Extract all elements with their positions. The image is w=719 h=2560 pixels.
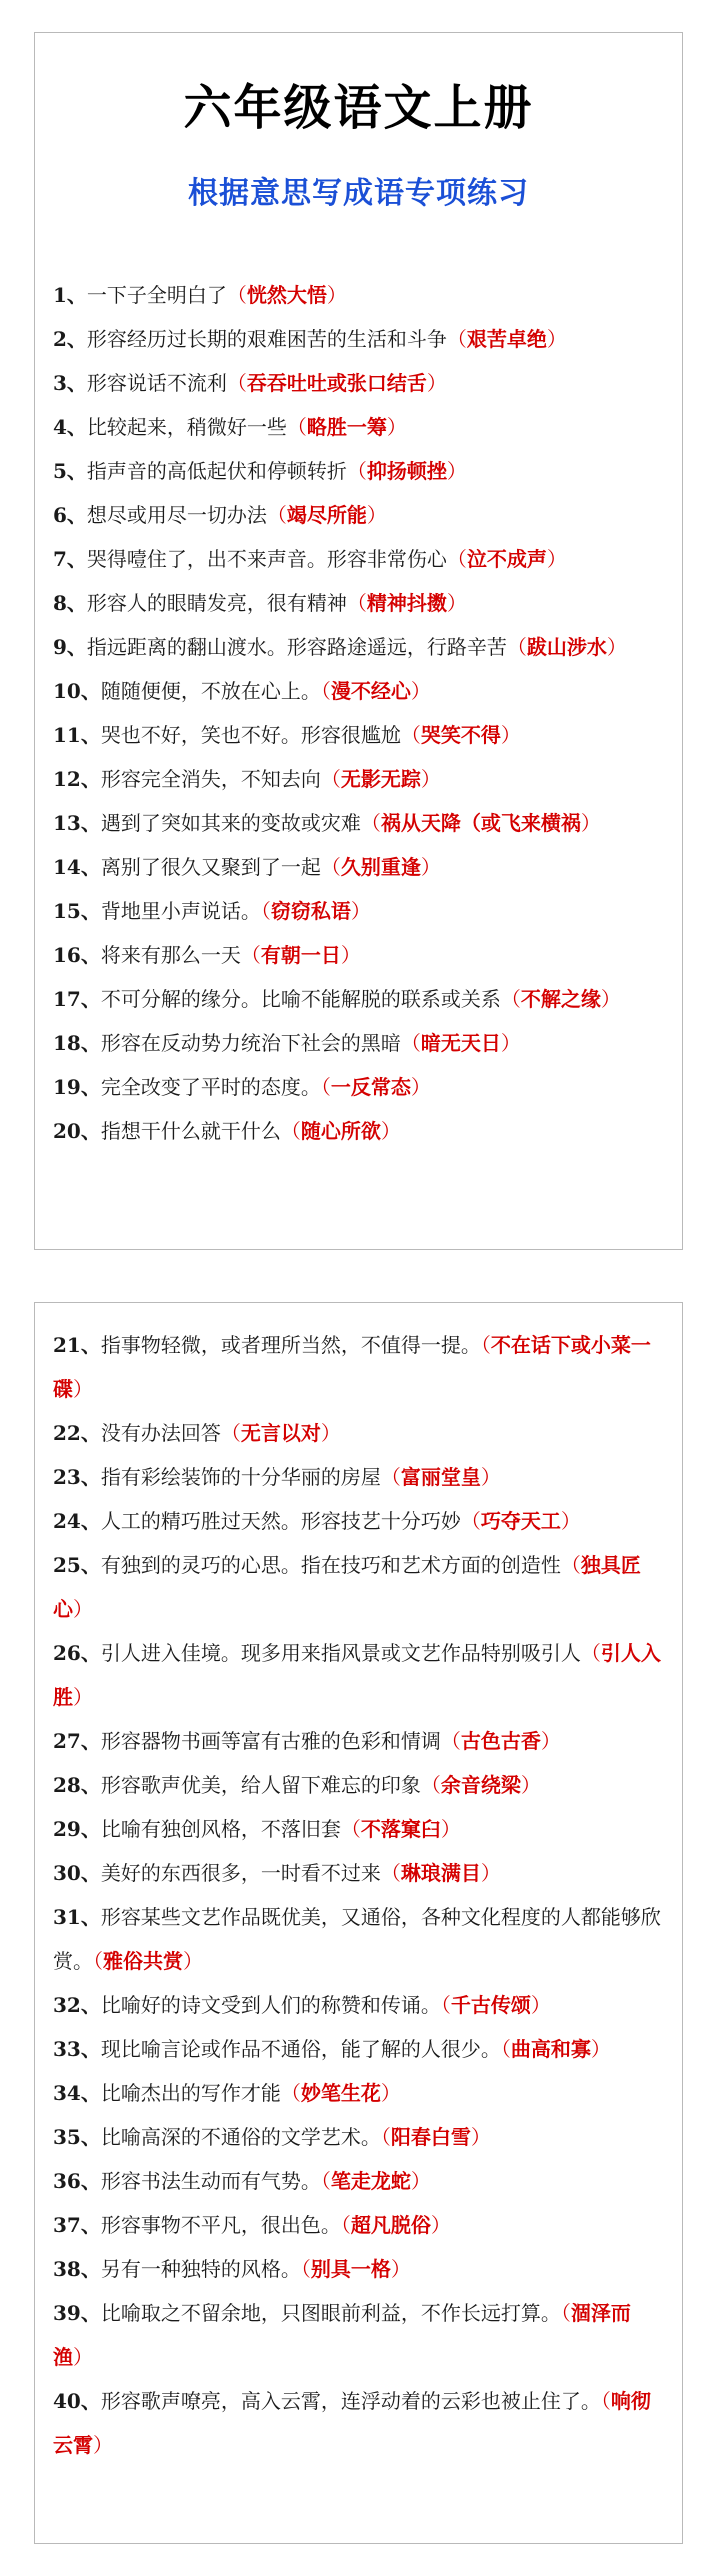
question-text: 形容在反动势力统治下社会的黑暗: [100, 1031, 401, 1055]
question-number: 40、: [53, 2389, 101, 2413]
close-paren: ）: [410, 2169, 431, 2193]
open-paren: （: [580, 1641, 601, 1665]
question-text: 人工的精巧胜过天然。形容技艺十分巧妙: [100, 1509, 461, 1533]
open-paren: （: [506, 635, 527, 659]
close-paren: ）: [600, 987, 621, 1011]
question-item: [53, 1021, 670, 1065]
close-paren: ）: [340, 943, 361, 967]
question-number: 36、: [53, 2169, 101, 2193]
question-text: 另有一种独特的风格。: [100, 2257, 301, 2281]
question-item: [53, 2379, 670, 2467]
open-paren: （: [360, 811, 381, 835]
question-text: 形容某些文艺作品既优美，又通俗，各种文化程度的人都能够欣赏。: [53, 1905, 661, 1973]
close-paren: ）: [366, 503, 387, 527]
question-list-2: [53, 1323, 670, 2467]
open-paren: （: [240, 943, 261, 967]
close-paren: ）: [446, 459, 467, 483]
question-number: 7、: [53, 547, 87, 571]
idiom-answer: 阳春白雪: [390, 2125, 471, 2149]
idiom-answer: 引人入胜: [53, 1641, 661, 1709]
question-item: [53, 1543, 670, 1631]
close-paren: ）: [380, 1119, 401, 1143]
close-paren: ）: [380, 2081, 401, 2105]
question-text: 将来有那么一天: [100, 943, 241, 967]
question-item: [53, 581, 670, 625]
question-text: 美好的东西很多，一时看不过来: [100, 1861, 381, 1885]
open-paren: （: [300, 2257, 311, 2281]
question-number: 13、: [53, 811, 101, 835]
open-paren: （: [500, 987, 521, 1011]
question-text: 完全改变了平时的态度。: [100, 1075, 321, 1099]
question-number: 3、: [53, 371, 87, 395]
idiom-answer: 不落窠臼: [360, 1817, 441, 1841]
question-item: [53, 757, 670, 801]
idiom-answer: 笔走龙蛇: [330, 2169, 411, 2193]
question-number: 39、: [53, 2301, 101, 2325]
question-item: [53, 977, 670, 1021]
question-number: 1、: [53, 283, 87, 307]
question-item: [53, 493, 670, 537]
open-paren: （: [440, 1993, 451, 2017]
idiom-answer: 略胜一筹: [306, 415, 387, 439]
open-paren: （: [460, 1509, 481, 1533]
question-text: 现比喻言论或作品不通俗，能了解的人很少。: [100, 2037, 501, 2061]
idiom-answer: 雅俗共赏: [103, 1949, 183, 1973]
close-paren: ）: [480, 1465, 501, 1489]
close-paren: ）: [386, 415, 407, 439]
idiom-answer: 古色古香: [460, 1729, 541, 1753]
question-text: 比喻有独创风格，不落旧套: [100, 1817, 341, 1841]
close-paren: ）: [73, 2345, 93, 2369]
question-text: 指有彩绘装饰的十分华丽的房屋: [100, 1465, 381, 1489]
open-paren: （: [380, 2125, 391, 2149]
question-number: 22、: [53, 1421, 101, 1445]
question-text: 没有办法回答: [100, 1421, 221, 1445]
open-paren: （: [280, 1119, 301, 1143]
question-item: [53, 449, 670, 493]
close-paren: ）: [446, 591, 467, 615]
question-number: 15、: [53, 899, 101, 923]
open-paren: （: [266, 503, 287, 527]
close-paren: ）: [390, 2257, 411, 2281]
question-text: 遇到了突如其来的变故或灾难: [100, 811, 361, 835]
close-paren: ）: [73, 1597, 93, 1621]
question-item: [53, 889, 670, 933]
open-paren: （: [286, 415, 307, 439]
question-item: [53, 2291, 670, 2379]
close-paren: ）: [183, 1949, 203, 1973]
question-number: 26、: [53, 1641, 101, 1665]
question-text: 形容歌声优美，给人留下难忘的印象: [100, 1773, 421, 1797]
page-subtitle: 根据意思写成语专项练习: [188, 176, 529, 211]
question-item: [53, 1763, 670, 1807]
close-paren: ）: [440, 1817, 461, 1841]
idiom-answer: 超凡脱俗: [350, 2213, 431, 2237]
question-number: 30、: [53, 1861, 101, 1885]
idiom-answer: 一反常态: [330, 1075, 411, 1099]
question-number: 23、: [53, 1465, 101, 1489]
close-paren: ）: [410, 1075, 431, 1099]
question-list-1: [53, 273, 670, 1153]
idiom-answer: 抑扬顿挫: [366, 459, 447, 483]
open-paren: （: [93, 1949, 103, 1973]
close-paren: ）: [546, 327, 567, 351]
idiom-answer: 随心所欲: [300, 1119, 381, 1143]
question-number: 5、: [53, 459, 87, 483]
question-number: 14、: [53, 855, 101, 879]
question-item: [53, 713, 670, 757]
close-paren: ）: [580, 811, 601, 835]
idiom-answer: 琳琅满目: [400, 1861, 481, 1885]
question-number: 12、: [53, 767, 101, 791]
question-text: 想尽或用尽一切办法: [86, 503, 267, 527]
question-text: 引人进入佳境。现多用来指风景或文艺作品特别吸引人: [100, 1641, 581, 1665]
question-text: 形容人的眼睛发亮，很有精神: [86, 591, 347, 615]
close-paren: ）: [560, 1509, 581, 1533]
question-item: [53, 625, 670, 669]
close-paren: ）: [350, 899, 371, 923]
question-item: [53, 1895, 670, 1983]
question-item: [53, 1983, 670, 2027]
close-paren: ）: [530, 1993, 551, 2017]
close-paren: ）: [500, 1031, 521, 1055]
question-number: 20、: [53, 1119, 101, 1143]
idiom-answer: 响彻云霄: [53, 2389, 651, 2457]
idiom-answer: 久别重逢: [340, 855, 421, 879]
question-item: [53, 2203, 670, 2247]
idiom-answer: 富丽堂皇: [400, 1465, 481, 1489]
question-number: 9、: [53, 635, 87, 659]
idiom-answer: 吞吞吐吐或张口结舌: [246, 371, 427, 395]
close-paren: ）: [93, 2433, 113, 2457]
idiom-answer: 余音绕梁: [440, 1773, 521, 1797]
idiom-answer: 祸从天降（或飞来横祸: [380, 811, 581, 835]
idiom-answer: 泣不成声: [466, 547, 547, 571]
open-paren: （: [340, 1817, 361, 1841]
open-paren: （: [340, 2213, 351, 2237]
open-paren: （: [280, 2081, 301, 2105]
idiom-answer: 竭尽所能: [286, 503, 367, 527]
question-number: 27、: [53, 1729, 101, 1753]
worksheet-card-2: [34, 1302, 683, 2544]
question-number: 17、: [53, 987, 101, 1011]
open-paren: （: [446, 327, 467, 351]
idiom-answer: 哭笑不得: [420, 723, 501, 747]
idiom-answer: 无言以对: [240, 1421, 321, 1445]
open-paren: （: [380, 1465, 401, 1489]
close-paren: ）: [73, 1377, 93, 1401]
open-paren: （: [346, 591, 367, 615]
open-paren: （: [226, 371, 247, 395]
question-text: 比喻好的诗文受到人们的称赞和传诵。: [100, 1993, 441, 2017]
question-number: 25、: [53, 1553, 101, 1577]
idiom-answer: 艰苦卓绝: [466, 327, 547, 351]
question-number: 38、: [53, 2257, 101, 2281]
question-item: [53, 2247, 670, 2291]
idiom-answer: 不解之缘: [520, 987, 601, 1011]
question-text: 比喻杰出的写作才能: [100, 2081, 281, 2105]
open-paren: （: [320, 679, 331, 703]
question-item: [53, 1109, 670, 1153]
open-paren: （: [260, 899, 271, 923]
close-paren: ）: [520, 1773, 541, 1797]
question-item: [53, 537, 670, 581]
close-paren: ）: [430, 2213, 451, 2237]
worksheet-card-1: [34, 32, 683, 1250]
question-text: 比较起来，稍微好一些: [86, 415, 287, 439]
question-text: 形容事物不平凡，很出色。: [100, 2213, 341, 2237]
close-paren: ）: [480, 1861, 501, 1885]
close-paren: ）: [320, 1421, 341, 1445]
question-number: 11、: [53, 723, 101, 747]
open-paren: （: [440, 1729, 461, 1753]
open-paren: （: [400, 1031, 421, 1055]
question-text: 不可分解的缘分。比喻不能解脱的联系或关系: [100, 987, 501, 1011]
page-title: 六年级语文上册: [183, 80, 534, 136]
idiom-answer: 巧夺天工: [480, 1509, 561, 1533]
idiom-answer: 恍然大悟: [246, 283, 327, 307]
open-paren: （: [220, 1421, 241, 1445]
question-number: 21、: [53, 1333, 101, 1357]
question-number: 8、: [53, 591, 87, 615]
question-item: [53, 1455, 670, 1499]
question-item: [53, 405, 670, 449]
idiom-answer: 妙笔生花: [300, 2081, 381, 2105]
question-item: [53, 2071, 670, 2115]
question-text: 哭得噎住了，出不来声音。形容非常伤心: [86, 547, 447, 571]
question-item: [53, 1323, 670, 1411]
idiom-answer: 暗无天日: [420, 1031, 501, 1055]
question-text: 形容说话不流利: [86, 371, 227, 395]
close-paren: ）: [500, 723, 521, 747]
question-text: 离别了很久又聚到了一起: [100, 855, 321, 879]
close-paren: ）: [426, 371, 447, 395]
question-item: [53, 361, 670, 405]
open-paren: （: [320, 855, 341, 879]
close-paren: ）: [73, 1685, 93, 1709]
open-paren: （: [500, 2037, 511, 2061]
idiom-answer: 精神抖擞: [366, 591, 447, 615]
question-number: 10、: [53, 679, 101, 703]
question-text: 形容器物书画等富有古雅的色彩和情调: [100, 1729, 441, 1753]
open-paren: （: [346, 459, 367, 483]
question-item: [53, 1499, 670, 1543]
close-paren: ）: [470, 2125, 491, 2149]
idiom-answer: 漫不经心: [330, 679, 411, 703]
question-text: 指声音的高低起伏和停顿转折: [86, 459, 347, 483]
question-number: 35、: [53, 2125, 101, 2149]
open-paren: （: [480, 1333, 491, 1357]
idiom-answer: 千古传颂: [450, 1993, 531, 2017]
close-paren: ）: [326, 283, 347, 307]
close-paren: ）: [420, 855, 441, 879]
question-text: 指事物轻微，或者理所当然，不值得一提。: [100, 1333, 481, 1357]
question-item: [53, 2159, 670, 2203]
question-number: 18、: [53, 1031, 101, 1055]
question-text: 形容完全消失，不知去向: [100, 767, 321, 791]
question-item: [53, 273, 670, 317]
question-number: 34、: [53, 2081, 101, 2105]
close-paren: ）: [420, 767, 441, 791]
question-item: [53, 801, 670, 845]
question-number: 33、: [53, 2037, 101, 2061]
question-text: 随随便便，不放在心上。: [100, 679, 321, 703]
close-paren: ）: [590, 2037, 611, 2061]
open-paren: （: [380, 1861, 401, 1885]
question-number: 32、: [53, 1993, 101, 2017]
question-text: 指想干什么就干什么: [100, 1119, 281, 1143]
question-item: [53, 1065, 670, 1109]
open-paren: （: [560, 2301, 571, 2325]
idiom-answer: 跋山涉水: [526, 635, 607, 659]
question-item: [53, 845, 670, 889]
question-text: 形容歌声嘹亮，高入云霄，连浮动着的云彩也被止住了。: [100, 2389, 601, 2413]
open-paren: （: [320, 767, 341, 791]
question-number: 31、: [53, 1905, 101, 1929]
question-number: 2、: [53, 327, 87, 351]
question-item: [53, 2115, 670, 2159]
open-paren: （: [400, 723, 421, 747]
idiom-answer: 无影无踪: [340, 767, 421, 791]
question-item: [53, 1719, 670, 1763]
idiom-answer: 独具匠心: [53, 1553, 641, 1621]
idiom-answer: 涸泽而渔: [53, 2301, 631, 2369]
question-item: [53, 933, 670, 977]
open-paren: （: [560, 1553, 581, 1577]
question-number: 29、: [53, 1817, 101, 1841]
close-paren: ）: [540, 1729, 561, 1753]
question-item: [53, 1851, 670, 1895]
question-text: 比喻高深的不通俗的文学艺术。: [100, 2125, 381, 2149]
open-paren: （: [420, 1773, 441, 1797]
question-text: 比喻取之不留余地，只图眼前利益，不作长远打算。: [100, 2301, 561, 2325]
idiom-answer: 窃窃私语: [270, 899, 351, 923]
question-text: 形容经历过长期的艰难困苦的生活和斗争: [86, 327, 447, 351]
question-item: [53, 1411, 670, 1455]
open-paren: （: [226, 283, 247, 307]
close-paren: ）: [606, 635, 627, 659]
question-item: [53, 2027, 670, 2071]
idiom-answer: 有朝一日: [260, 943, 341, 967]
question-number: 28、: [53, 1773, 101, 1797]
idiom-answer: 不在话下或小菜一碟: [53, 1333, 651, 1401]
question-number: 19、: [53, 1075, 101, 1099]
open-paren: （: [320, 1075, 331, 1099]
question-text: 指远距离的翻山渡水。形容路途遥远，行路辛苦: [86, 635, 507, 659]
open-paren: （: [320, 2169, 331, 2193]
question-text: 一下子全明白了: [86, 283, 227, 307]
open-paren: （: [600, 2389, 611, 2413]
question-number: 4、: [53, 415, 87, 439]
question-text: 背地里小声说话。: [100, 899, 261, 923]
question-number: 6、: [53, 503, 87, 527]
question-text: 形容书法生动而有气势。: [100, 2169, 321, 2193]
question-text: 有独到的灵巧的心思。指在技巧和艺术方面的创造性: [100, 1553, 561, 1577]
question-item: [53, 317, 670, 361]
idiom-answer: 别具一格: [310, 2257, 391, 2281]
question-number: 16、: [53, 943, 101, 967]
question-item: [53, 1807, 670, 1851]
open-paren: （: [446, 547, 467, 571]
idiom-answer: 曲高和寡: [510, 2037, 591, 2061]
close-paren: ）: [410, 679, 431, 703]
question-number: 24、: [53, 1509, 101, 1533]
question-item: [53, 1631, 670, 1719]
question-item: [53, 669, 670, 713]
question-text: 哭也不好，笑也不好。形容很尴尬: [100, 723, 401, 747]
close-paren: ）: [546, 547, 567, 571]
question-number: 37、: [53, 2213, 101, 2237]
